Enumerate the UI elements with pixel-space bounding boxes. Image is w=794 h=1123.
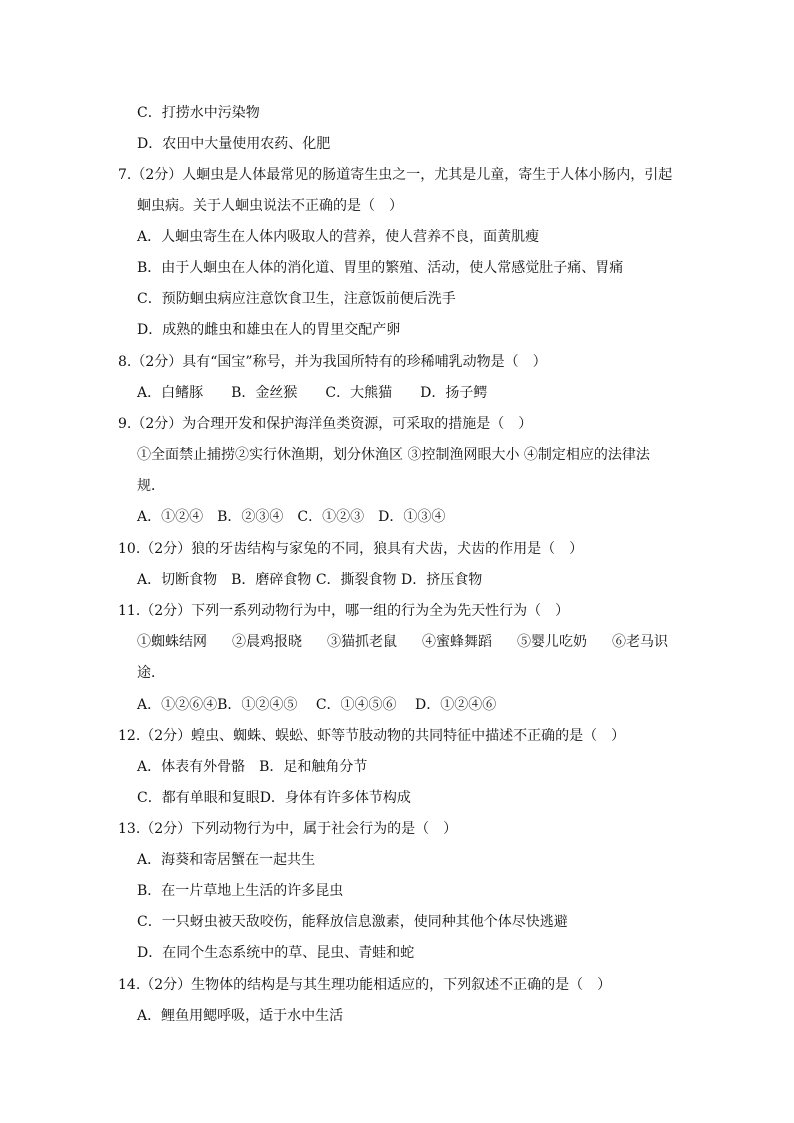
q11-item: ⑤婴儿吃奶 <box>517 634 587 650</box>
q11-item: ⑥老马识 <box>612 634 668 650</box>
q8-stem: 8.（2分）具有“国宝”称号，并为我国所特有的珍稀哺乳动物是（ ） <box>118 354 547 370</box>
q14-option-a: A．鲤鱼用鳃呼吸，适于水中生活 <box>137 1008 344 1024</box>
q7-option-d: D．成熟的雌虫和雄虫在人的胃里交配产卵 <box>137 322 401 338</box>
q14-stem: 14.（2分）生物体的结构是与其生理功能相适应的，下列叙述不正确的是（ ） <box>118 977 612 993</box>
q9-items-line2: 规． <box>137 478 165 494</box>
q11-item: ②晨鸡报晓 <box>232 634 302 650</box>
q11-items-line2: 途． <box>137 665 165 681</box>
q7-option-c: C．预防蛔虫病应注意饮食卫生，注意饭前便后洗手 <box>137 291 456 307</box>
q13-option-d: D．在同个生态系统中的草、昆虫、青蛙和蛇 <box>137 945 415 961</box>
q12-options-line2: C．都有单眼和复眼D．身体有许多体节构成 <box>137 790 411 806</box>
q13-stem: 13.（2分）下列动物行为中，属于社会行为的是（ ） <box>118 821 458 837</box>
q11-item: ③猫抓老鼠 <box>327 634 397 650</box>
prev-option-d: D．农田中大量使用农药、化肥 <box>137 136 331 152</box>
q13-option-c: C．一只蚜虫被天敌咬伤，能释放信息激素，使同种其他个体尽快逃避 <box>137 914 568 930</box>
q7-option-a: A．人蛔虫寄生在人体内吸取人的营养，使人营养不良，面黄肌瘦 <box>137 229 540 245</box>
q11-item: ①蜘蛛结网 <box>137 634 207 650</box>
q9-items-line1: ①全面禁止捕捞②实行休渔期，划分休渔区 ③控制渔网眼大小 ④制定相应的法律法 <box>137 447 650 463</box>
q9-options: A．①②④ B．②③④ C．①②③ D．①③④ <box>137 509 446 525</box>
q13-option-b: B．在一片草地上生活的许多昆虫 <box>137 883 344 899</box>
q7-stem-line1: 7.（2分）人蛔虫是人体最常见的肠道寄生虫之一，尤其是儿童，寄生于人体小肠内，引起 <box>118 167 673 183</box>
q10-stem: 10.（2分）狼的牙齿结构与家兔的不同，狼具有犬齿，犬齿的作用是（ ） <box>118 541 584 557</box>
q11-item: ④蜜蜂舞蹈 <box>422 634 492 650</box>
q9-stem: 9.（2分）为合理开发和保护海洋鱼类资源，可采取的措施是（ ） <box>118 416 533 432</box>
q11-items-line1 <box>137 632 668 652</box>
q13-option-a: A．海葵和寄居蟹在一起共生 <box>137 852 316 868</box>
q11-stem: 11.（2分）下列一系列动物行为中，哪一组的行为全为先天性行为（ ） <box>118 603 570 619</box>
prev-option-c: C．打捞水中污染物 <box>137 105 260 121</box>
q8-options: A．白鳍豚 B．金丝猴 C．大熊猫 D．扬子鳄 <box>137 385 488 401</box>
q11-options: A．①②⑥④B．①②④⑤ C．①④⑤⑥ D．①②④⑥ <box>137 697 497 713</box>
q12-options-line1: A．体表有外骨骼 B．足和触角分节 <box>137 759 368 775</box>
q7-stem-line2: 蛔虫病。关于人蛔虫说法不正确的是（ ） <box>137 198 403 214</box>
q10-options: A．切断食物 B．磨碎食物 C．撕裂食物 D．挤压食物 <box>137 572 483 588</box>
q12-stem: 12.（2分）蝗虫、蜘蛛、蜈蚣、虾等节肢动物的共同特征中描述不正确的是（ ） <box>118 728 626 744</box>
q7-option-b: B．由于人蛔虫在人体的消化道、胃里的繁殖、活动，使人常感觉肚子痛、胃痛 <box>137 260 624 276</box>
